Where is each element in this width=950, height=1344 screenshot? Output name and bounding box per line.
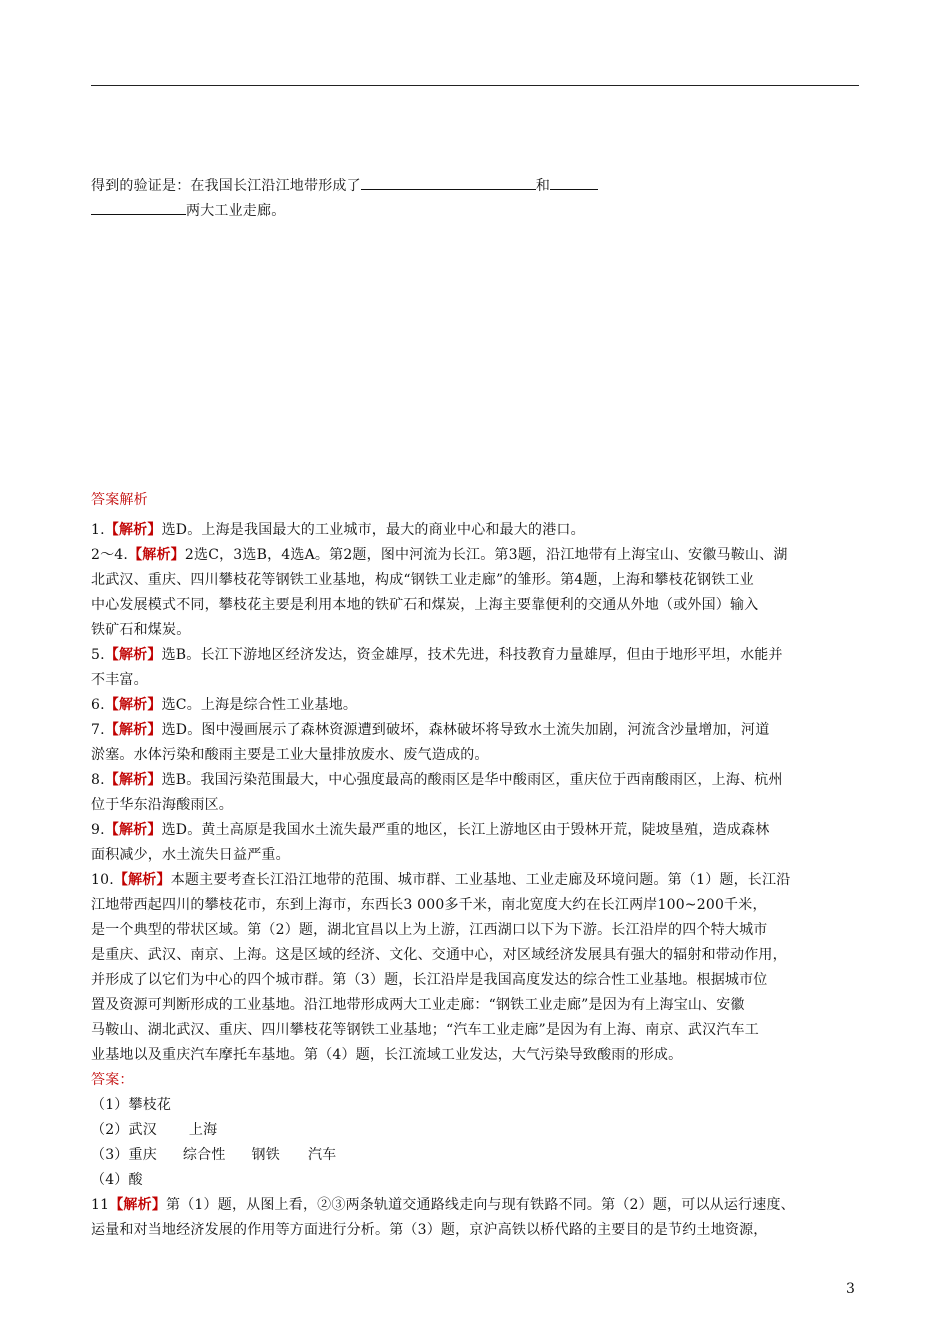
answer-row-3-d: 汽车 <box>307 1147 337 1163</box>
answer-row-3-c: 钢铁 <box>251 1147 280 1163</box>
answer-row-1 <box>91 1095 859 1115</box>
item-number: 9. <box>91 822 105 838</box>
item-8-line-2 <box>91 920 859 940</box>
analysis-tag: 【解析】 <box>104 647 162 663</box>
item-text: 中心发展模式不同，攀枝花主要是利用本地的铁矿石和煤炭，上海主要靠便利的交通从外地（或外国）输入 <box>91 597 759 613</box>
item-11-line-1 <box>91 1220 859 1240</box>
item-5-line-0 <box>91 720 859 740</box>
header-rule <box>91 85 859 86</box>
item-6-line-1 <box>91 795 859 815</box>
item-text: 业基地以及重庆汽车摩托车基地。第（4）题，长江流域工业发达，大气污染导致酸雨的形成。 <box>91 1047 683 1063</box>
item-text: 是重庆、武汉、南京、上海。这是区域的经济、文化、交通中心，对区域经济发展具有强大的辐射和带动作用， <box>91 947 787 963</box>
item-number: 7. <box>91 722 105 738</box>
item-5-line-1 <box>91 745 859 765</box>
answer-row-1-a: （1）攀枝花 <box>91 1097 172 1113</box>
item-11-text: 运量和对当地经济发展的作用等方面进行分析。第（3）题，京沪高铁以桥代路的主要目的是节约土地资源， <box>91 1222 768 1238</box>
fill-in-line-1 <box>91 174 859 196</box>
item-number: 8. <box>91 772 105 788</box>
answer-row-3-b: 综合性 <box>182 1147 226 1163</box>
item-2-line-2 <box>91 595 859 615</box>
item-text: 淤塞。水体污染和酸雨主要是工业大量排放废水、废气造成的。 <box>91 747 489 763</box>
item-number: 2～4. <box>91 547 129 563</box>
item-text: 位于华东沿海酸雨区。 <box>91 797 233 813</box>
item-text: 北武汉、重庆、四川攀枝花等钢铁工业基地，构成“钢铁工业走廊”的雏形。第4题，上海和攀枝花钢铁工业 <box>91 572 754 588</box>
item-3-line-0 <box>91 645 859 665</box>
analysis-tag: 【解析】 <box>104 822 162 838</box>
analysis-tag: 【解析】 <box>109 1197 167 1213</box>
answer-blank-2a[interactable] <box>550 174 598 190</box>
item-text: 2选C，3选B，4选A。第2题，图中河流为长江。第3题，沿江地带有上海宝山、安徽马鞍山、湖 <box>184 547 788 563</box>
fill-in-line-2 <box>91 199 859 221</box>
analysis-tag: 【解析】 <box>128 547 185 563</box>
item-text: 并形成了以它们为中心的四个城市群。第（3）题，长江沿岸是我国高度发达的综合性工业基地。根据城市位 <box>91 972 768 988</box>
answer-row-2-a: （2）武汉 <box>91 1122 157 1138</box>
answer-row-2 <box>91 1120 859 1140</box>
item-text: 选D。上海是我国最大的工业城市，最大的商业中心和最大的港口。 <box>161 522 585 538</box>
analysis-tag: 【解析】 <box>113 872 171 888</box>
item-text: 不丰富。 <box>91 672 148 688</box>
item-1-line-0 <box>91 520 859 540</box>
answer-label: 答案： <box>91 1072 134 1088</box>
item-6-line-0 <box>91 770 859 790</box>
analysis-tag: 【解析】 <box>104 722 162 738</box>
item-text: 本题主要考查长江沿江地带的范围、城市群、工业基地、工业走廊及环境问题。第（1）题，长江沿 <box>170 872 791 888</box>
item-8-line-6 <box>91 1020 859 1040</box>
item-number: 6. <box>91 697 105 713</box>
item-number: 5. <box>91 647 105 663</box>
item-11-line-0 <box>91 1195 859 1215</box>
item-2-line-0 <box>91 545 859 565</box>
answer-row-3-a: （3）重庆 <box>91 1147 157 1163</box>
answer-row-3 <box>91 1145 859 1165</box>
item-8-line-3 <box>91 945 859 965</box>
item-text: 选B。长江下游地区经济发达，资金雄厚，技术先进，科技教育力量雄厚，但由于地形平坦，水能并 <box>161 647 783 663</box>
item-4-line-0 <box>91 695 859 715</box>
item-text: 选C。上海是综合性工业基地。 <box>161 697 358 713</box>
item-3-line-1 <box>91 670 859 690</box>
item-text: 面积减少，水土流失日益严重。 <box>91 847 290 863</box>
item-11-num: 11 <box>91 1197 110 1213</box>
answer-blank-2b[interactable] <box>91 199 186 215</box>
item-text: 选D。图中漫画展示了森林资源遭到破坏，森林破坏将导致水土流失加剧，河流含沙量增加，河道 <box>161 722 770 738</box>
answer-blank-1[interactable] <box>361 174 536 190</box>
fill-in-prefix: 得到的验证是：在我国长江沿江地带形成了 <box>91 178 361 194</box>
page-number: 3 <box>846 1281 855 1297</box>
answer-row-4 <box>91 1170 859 1190</box>
item-8-line-1 <box>91 895 859 915</box>
item-11-text: 第（1）题，从图上看，②③两条轨道交通路线走向与现有铁路不同。第（2）题，可以从运行速度、 <box>166 1197 795 1213</box>
item-2-line-3 <box>91 620 859 640</box>
item-8-line-4 <box>91 970 859 990</box>
fill-in-suffix: 两大工业走廊。 <box>186 203 286 219</box>
item-text: 铁矿石和煤炭。 <box>91 622 191 638</box>
analysis-tag: 【解析】 <box>104 697 162 713</box>
item-text: 选B。我国污染范围最大，中心强度最高的酸雨区是华中酸雨区，重庆位于西南酸雨区，上海、杭州 <box>161 772 783 788</box>
analysis-tag: 【解析】 <box>104 772 162 788</box>
item-text: 是一个典型的带状区域。第（2）题，湖北宜昌以上为上游，江西湖口以下为下游。长江沿岸的四个特大城市 <box>91 922 768 938</box>
item-number: 1. <box>91 522 105 538</box>
item-8-line-5 <box>91 995 859 1015</box>
item-7-line-1 <box>91 845 859 865</box>
answer-row-4-a: （4）酸 <box>91 1172 143 1188</box>
fill-in-and: 和 <box>535 178 551 194</box>
item-8-line-0 <box>91 870 859 890</box>
item-2-line-1 <box>91 570 859 590</box>
item-text: 选D。黄土高原是我国水土流失最严重的地区，长江上游地区由于毁林开荒，陡坡垦殖，造成森林 <box>161 822 770 838</box>
item-7-line-0 <box>91 820 859 840</box>
item-text: 马鞍山、湖北武汉、重庆、四川攀枝花等钢铁工业基地；“汽车工业走廊”是因为有上海、南京、武汉汽车工 <box>91 1022 759 1038</box>
item-text: 江地带西起四川的攀枝花市，东到上海市，东西长3 000多千米，南北宽度大约在长江两岸100~200千米， <box>91 897 767 913</box>
item-number: 10. <box>91 872 114 888</box>
answers-heading: 答案解析 <box>91 492 148 508</box>
analysis-tag: 【解析】 <box>104 522 162 538</box>
answer-row-2-b: 上海 <box>188 1122 218 1138</box>
item-8-line-7 <box>91 1045 859 1065</box>
item-text: 置及资源可判断形成的工业基地。沿江地带形成两大工业走廊：“钢铁工业走廊”是因为有上海宝山、安徽 <box>91 997 745 1013</box>
